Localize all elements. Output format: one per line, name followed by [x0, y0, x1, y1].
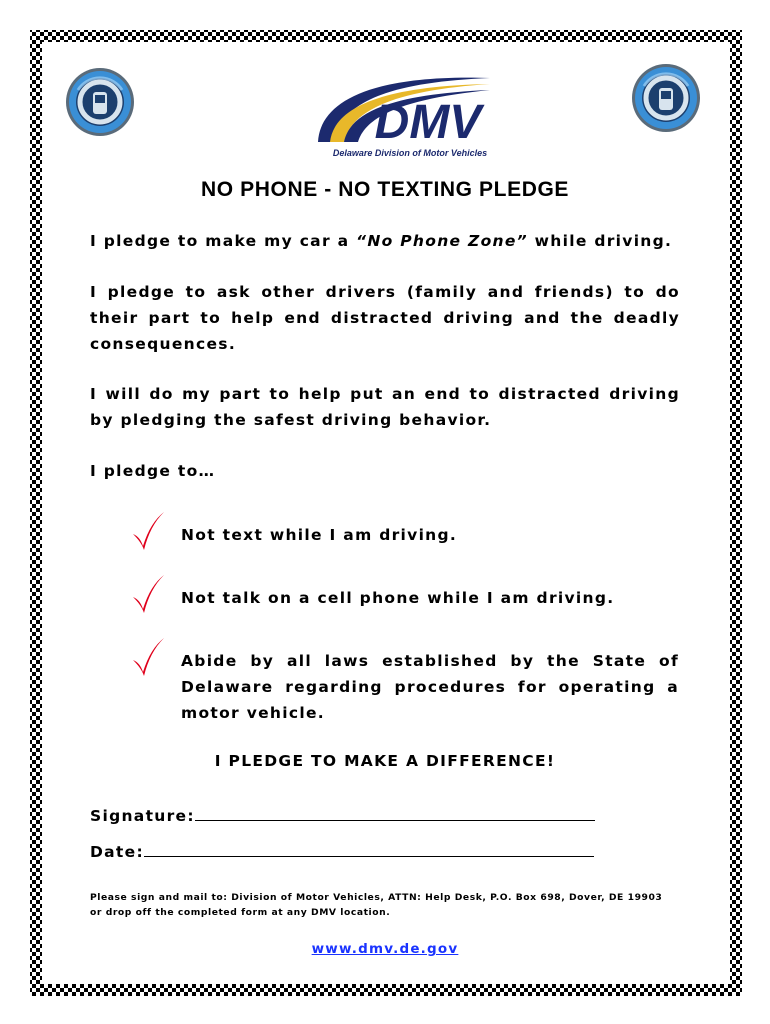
- checkmark-icon: [130, 573, 166, 615]
- checklist-item-text: Not text while I am driving.: [181, 526, 458, 544]
- date-line[interactable]: [144, 842, 594, 857]
- pledge-paragraph-1: [90, 228, 680, 254]
- pledge-difference-heading: I PLEDGE TO MAKE A DIFFERENCE!: [214, 752, 556, 770]
- no-phone-wheel-icon: [64, 66, 136, 138]
- pledge-paragraph-4: I pledge to…: [90, 462, 216, 480]
- pledge-1-end: while driving.: [527, 232, 673, 250]
- date-label: Date:: [90, 843, 144, 861]
- mailing-instructions-line-1: Please sign and mail to: Division of Motor Vehicles, ATTN: Help Desk, P.O. Box 698, Dover, DE 19903: [90, 892, 663, 903]
- mailing-instructions-line-2: or drop off the completed form at any DMV location.: [90, 907, 391, 918]
- page-title: NO PHONE - NO TEXTING PLEDGE: [201, 178, 569, 201]
- no-phone-wheel-icon: [630, 62, 702, 134]
- checkmark-icon: [130, 636, 166, 678]
- checklist-item-text: Abide by all laws established by the State of Delaware regarding procedures for operating a motor vehicle.: [181, 652, 679, 722]
- signature-field[interactable]: [90, 806, 595, 825]
- pledge-1-start: I pledge to make my car a: [90, 232, 357, 250]
- pledge-paragraph-3: I will do my part to help put an end to distracted driving by pledging the safest driving behavior.: [90, 385, 680, 429]
- dmv-logo: [300, 72, 500, 162]
- logo-tagline: Delaware Division of Motor Vehicles: [332, 148, 488, 158]
- checkmark-icon: [130, 510, 166, 552]
- website-link[interactable]: www.dmv.de.gov: [311, 941, 459, 957]
- pledge-paragraph-2: I pledge to ask other drivers (family and friends) to do their part to help end distracted driving and the deadly consequences.: [90, 283, 680, 353]
- signature-label: Signature:: [90, 807, 195, 825]
- mailing-instructions: [90, 890, 690, 920]
- date-field[interactable]: [90, 842, 594, 861]
- checklist-item-text: Not talk on a cell phone while I am driving.: [181, 589, 615, 607]
- pledge-1-emphasis: “No Phone Zone”: [356, 232, 528, 250]
- signature-line[interactable]: [195, 806, 595, 821]
- logo-brand-text: DMV: [374, 96, 482, 149]
